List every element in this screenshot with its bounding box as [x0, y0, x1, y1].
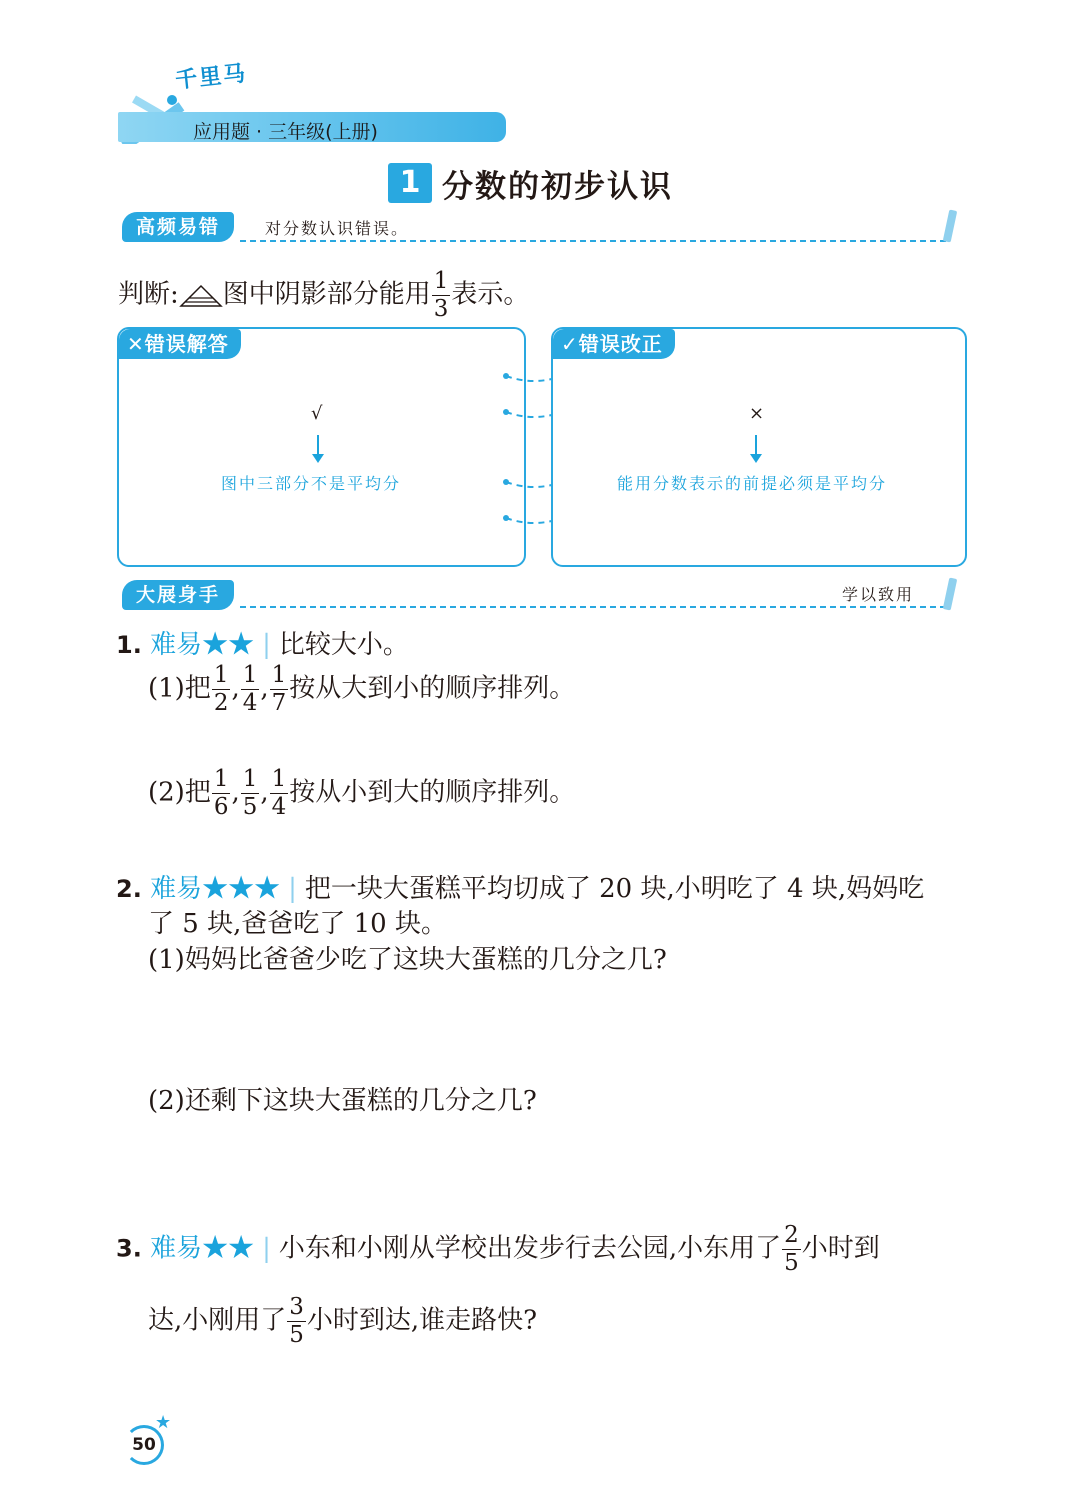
- error-section-desc: 对分数认识错误。: [265, 219, 410, 238]
- error-section-tag: 高频易错: [122, 212, 234, 242]
- book-subtitle: 应用题 · 三年级(上册): [193, 121, 378, 143]
- question-3: 3. 难易★★ | 小东和小刚从学校出发步行去公园,小东用了 $\frac{2}{5}$ 小时到: [116, 1222, 880, 1276]
- divider: [240, 240, 946, 242]
- correction-tag: ✓错误改正: [553, 329, 675, 359]
- brand-title: 千里马: [174, 61, 249, 94]
- check-circle-icon: ✓: [561, 332, 579, 356]
- lesson-title: 分数的初步认识: [442, 169, 673, 205]
- difficulty: 难易★★: [150, 1233, 255, 1264]
- question-2-part-1: (1)妈妈比爸爸少吃了这块大蛋糕的几分之几?: [148, 945, 667, 975]
- difficulty: 难易★★: [150, 630, 255, 660]
- correct-mark: ×: [749, 403, 765, 424]
- pencil-icon: [943, 210, 957, 243]
- triangle-figure-icon: [179, 284, 223, 308]
- wrong-mark: √: [311, 403, 323, 424]
- arrow-down-icon: [755, 435, 757, 461]
- question-2: 2. 难易★★★ | 把一块大蛋糕平均切成了 20 块,小明吃了 4 块,妈妈吃: [116, 874, 925, 904]
- question-2-part-2: (2)还剩下这块大蛋糕的几分之几?: [148, 1086, 537, 1116]
- error-question: [118, 270, 529, 321]
- pencil-icon: [943, 578, 957, 611]
- question-1-part-1: (1)把 $\frac{1}{2}$ , $\frac{1}{4}$ , $\frac{1}{7}$ 按从大到小的顺序排列。: [148, 662, 576, 716]
- question-number: 1: [116, 631, 133, 659]
- question-text: 把一块大蛋糕平均切成了 20 块,小明吃了 4 块,妈妈吃: [304, 874, 925, 904]
- question-2-line-2: 了 5 块,爸爸吃了 10 块。: [148, 909, 447, 939]
- wrong-reason: 图中三部分不是平均分: [221, 474, 402, 493]
- question-mid: 图中阴影部分能用: [222, 279, 431, 310]
- practice-right-label: 学以致用: [842, 585, 915, 604]
- question-3-line-2: 达,小刚用了 $\frac{3}{5}$ 小时到达,谁走路快?: [148, 1294, 538, 1348]
- question-prefix: 判断:: [118, 279, 179, 310]
- page-number: 50: [124, 1425, 164, 1465]
- cross-icon: ✕: [127, 332, 145, 356]
- fraction: $\frac{1}{3}$: [433, 268, 449, 322]
- arrow-down-icon: [317, 435, 319, 461]
- question-1: 1. 难易★★ | 比较大小。: [116, 630, 409, 660]
- lesson-number: 1: [388, 163, 432, 203]
- difficulty: 难易★★★: [150, 874, 281, 904]
- practice-section-tag: 大展身手: [122, 580, 234, 610]
- question-text: 比较大小。: [278, 630, 409, 660]
- question-1-part-2: (2)把 $\frac{1}{6}$ , $\frac{1}{5}$ , $\frac{1}{4}$ 按从小到大的顺序排列。: [148, 766, 576, 820]
- wrong-answer-box: [117, 327, 526, 567]
- divider: [240, 606, 946, 608]
- correction-box: [551, 327, 967, 567]
- question-suffix: 表示。: [451, 279, 530, 310]
- star-icon: ★: [155, 1412, 172, 1433]
- wrong-answer-tag: ✕错误解答: [119, 329, 241, 359]
- correct-reason: 能用分数表示的前提必须是平均分: [617, 474, 888, 493]
